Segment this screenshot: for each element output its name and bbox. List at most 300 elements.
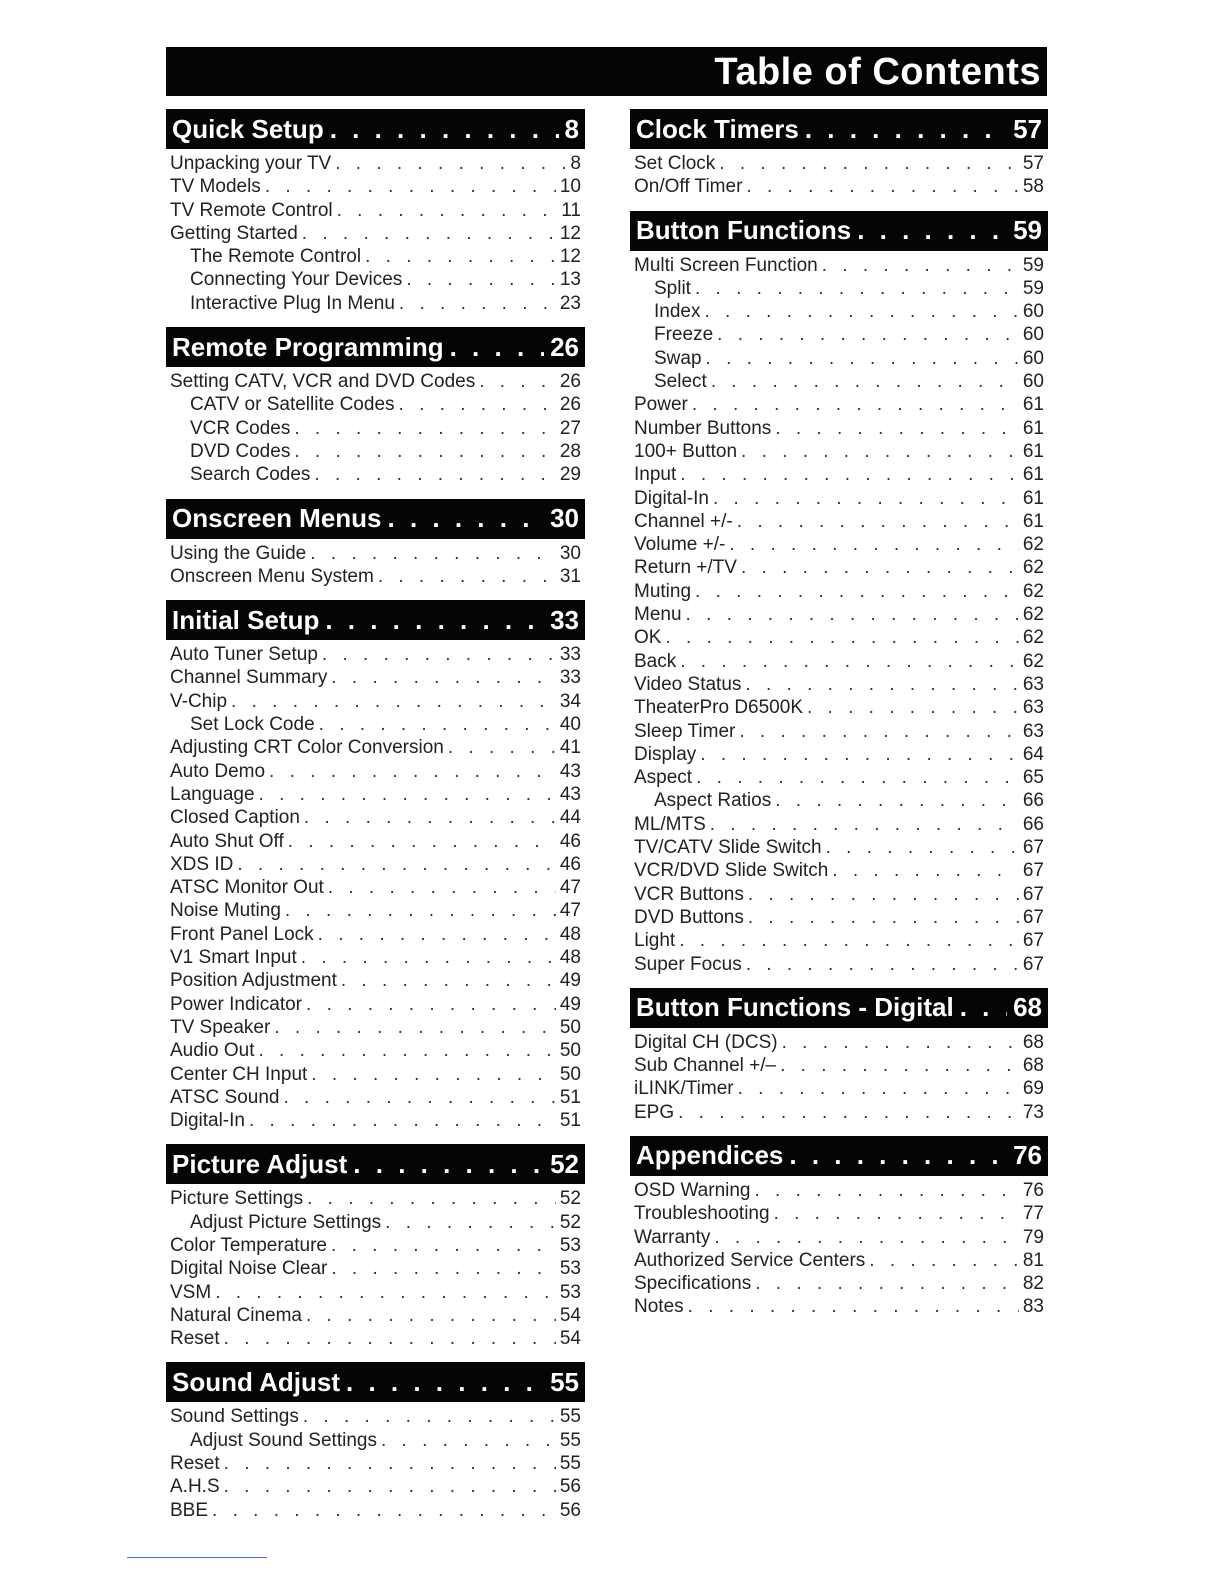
toc-entry[interactable]	[630, 836, 1048, 859]
dot-leader	[215, 1281, 556, 1304]
toc-entry[interactable]	[630, 743, 1048, 766]
entry-page-number: 10	[559, 176, 581, 198]
entry-title: Digital-In	[634, 487, 709, 509]
entry-title: Warranty	[634, 1226, 711, 1248]
dot-leader	[304, 806, 556, 829]
section-gap	[166, 1350, 585, 1362]
entry-title: Authorized Service Centers	[634, 1249, 866, 1271]
toc-subentry[interactable]	[166, 1211, 585, 1234]
entry-title: VCR Codes	[190, 417, 291, 439]
entry-title: Adjust Picture Settings	[190, 1211, 382, 1233]
entry-page-number: 61	[1022, 440, 1044, 462]
toc-entry[interactable]	[166, 175, 585, 198]
entry-title: Using the Guide	[170, 542, 307, 564]
dot-leader	[826, 836, 1019, 859]
dot-leader	[746, 175, 1018, 198]
section-gap	[630, 1319, 1048, 1331]
entry-page-number: 33	[559, 644, 581, 666]
toc-subentry[interactable]	[630, 323, 1048, 346]
dot-leader	[328, 876, 556, 899]
toc-subentry[interactable]	[166, 393, 585, 416]
entry-title: EPG	[634, 1101, 675, 1123]
section-gap	[166, 1522, 585, 1534]
dot-leader	[294, 440, 556, 463]
toc-entry[interactable]	[630, 1295, 1048, 1318]
section-header[interactable]	[166, 327, 585, 367]
toc-section	[630, 1136, 1048, 1319]
toc-entry[interactable]	[166, 1327, 585, 1350]
entry-page-number: 49	[559, 970, 581, 992]
toc-entry[interactable]	[166, 760, 585, 783]
entry-page-number: 12	[559, 246, 581, 268]
entry-title: Aspect Ratios	[654, 790, 772, 812]
entry-title: ATSC Sound	[170, 1086, 280, 1108]
toc-entry[interactable]	[166, 969, 585, 992]
toc-entry[interactable]	[630, 1226, 1048, 1249]
toc-entry[interactable]	[630, 720, 1048, 743]
entry-title: Set Lock Code	[190, 714, 315, 736]
dot-leader	[696, 766, 1019, 789]
section-page-number: 59	[1013, 215, 1042, 246]
section-title: Clock Timers	[636, 113, 799, 144]
toc-entry[interactable]	[166, 1234, 585, 1257]
dot-leader	[224, 1327, 556, 1350]
toc-entry[interactable]	[166, 853, 585, 876]
entry-page-number: 47	[559, 900, 581, 922]
dot-leader	[288, 830, 556, 853]
toc-entry[interactable]	[166, 876, 585, 899]
dot-leader	[381, 1429, 556, 1452]
dot-leader	[301, 946, 556, 969]
toc-section	[166, 327, 585, 486]
toc-entry[interactable]	[166, 643, 585, 666]
toc-entry[interactable]	[166, 1304, 585, 1327]
dot-leader	[739, 720, 1018, 743]
entry-title: Sound Settings	[170, 1406, 299, 1428]
entry-page-number: 53	[559, 1234, 581, 1256]
dot-leader	[319, 713, 556, 736]
toc-entry[interactable]	[166, 1475, 585, 1498]
section-title: Onscreen Menus	[172, 503, 382, 534]
toc-entry[interactable]	[630, 417, 1048, 440]
toc-entry[interactable]	[166, 830, 585, 853]
toc-entry[interactable]	[630, 1077, 1048, 1100]
dot-leader	[335, 152, 566, 175]
toc-entry[interactable]	[166, 1499, 585, 1522]
entry-title: OK	[634, 627, 662, 649]
entry-title: Interactive Plug In Menu	[190, 292, 395, 314]
section-header[interactable]	[630, 988, 1048, 1028]
toc-entry[interactable]	[166, 1281, 585, 1304]
entry-page-number: 59	[1022, 254, 1044, 276]
entry-title: 100+ Button	[634, 440, 738, 462]
toc-subentry[interactable]	[166, 1429, 585, 1452]
toc-entry[interactable]	[630, 1101, 1048, 1124]
toc-entry[interactable]	[166, 806, 585, 829]
entry-page-number: 43	[559, 760, 581, 782]
entry-title: Getting Started	[170, 222, 298, 244]
entry-title: CATV or Satellite Codes	[190, 394, 395, 416]
toc-subentry[interactable]	[166, 292, 585, 315]
entry-title: Index	[654, 301, 701, 323]
dot-leader	[679, 929, 1019, 952]
entry-page-number: 49	[559, 993, 581, 1015]
entry-page-number: 76	[1022, 1179, 1044, 1201]
entry-page-number: 11	[561, 199, 581, 221]
entry-title: Video Status	[634, 673, 742, 695]
entry-page-number: 53	[559, 1281, 581, 1303]
dot-leader	[711, 370, 1019, 393]
entry-title: Picture Settings	[170, 1188, 304, 1210]
entry-title: Troubleshooting	[634, 1203, 770, 1225]
entry-title: Center CH Input	[170, 1063, 308, 1085]
entry-list	[166, 1184, 585, 1350]
toc-entry[interactable]	[630, 650, 1048, 673]
toc-entry[interactable]	[630, 487, 1048, 510]
entry-page-number: 66	[1022, 813, 1044, 835]
dot-leader	[310, 542, 556, 565]
entry-page-number: 50	[559, 1016, 581, 1038]
toc-entry[interactable]	[630, 510, 1048, 533]
dot-leader	[680, 650, 1019, 673]
toc-section	[166, 1144, 585, 1350]
toc-entry[interactable]	[630, 1054, 1048, 1077]
entry-page-number: 67	[1022, 930, 1044, 952]
toc-entry[interactable]	[166, 565, 585, 588]
toc-subentry[interactable]	[166, 417, 585, 440]
dot-leader	[680, 463, 1019, 486]
entry-page-number: 52	[559, 1188, 581, 1210]
entry-page-number: 34	[559, 690, 581, 712]
toc-subentry[interactable]	[166, 440, 585, 463]
toc-subentry[interactable]	[166, 268, 585, 291]
entry-page-number: 62	[1022, 557, 1044, 579]
entry-title: Auto Demo	[170, 760, 266, 782]
toc-entry[interactable]	[630, 175, 1048, 198]
entry-page-number: 62	[1022, 580, 1044, 602]
dot-leader	[714, 1226, 1018, 1249]
section-page-number: 55	[550, 1366, 579, 1397]
dot-leader	[224, 1452, 556, 1475]
toc-section	[166, 109, 585, 315]
entry-page-number: 62	[1022, 604, 1044, 626]
dot-leader	[774, 1202, 1019, 1225]
entry-page-number: 13	[559, 269, 581, 291]
toc-entry[interactable]	[630, 953, 1048, 976]
toc-entry[interactable]	[630, 1272, 1048, 1295]
entry-title: Return +/TV	[634, 557, 737, 579]
entry-title: The Remote Control	[190, 246, 362, 268]
toc-subentry[interactable]	[630, 277, 1048, 300]
entry-list	[166, 367, 585, 486]
dot-leader	[704, 300, 1018, 323]
entry-page-number: 40	[559, 714, 581, 736]
dot-leader	[353, 1149, 544, 1180]
dot-leader	[713, 487, 1019, 510]
entry-page-number: 59	[1022, 277, 1044, 299]
entry-title: Reset	[170, 1453, 220, 1475]
section-page-number: 57	[1013, 113, 1042, 144]
toc-entry[interactable]	[630, 1202, 1048, 1225]
toc-entry[interactable]	[166, 736, 585, 759]
dot-leader	[365, 245, 556, 268]
dot-leader	[741, 556, 1019, 579]
toc-entry[interactable]	[166, 666, 585, 689]
entry-page-number: 65	[1022, 767, 1044, 789]
dot-leader	[789, 1140, 1007, 1171]
toc-entry[interactable]	[166, 1452, 585, 1475]
entry-page-number: 62	[1022, 627, 1044, 649]
entry-page-number: 67	[1022, 953, 1044, 975]
entry-page-number: 67	[1022, 906, 1044, 928]
section-title: Button Functions - Digital	[636, 992, 954, 1023]
entry-title: TV Speaker	[170, 1016, 271, 1038]
toc-entry[interactable]	[630, 766, 1048, 789]
section-gap	[630, 976, 1048, 988]
section-header[interactable]	[166, 499, 585, 539]
section-header[interactable]	[630, 1136, 1048, 1176]
dot-leader	[807, 696, 1019, 719]
toc-entry[interactable]	[630, 813, 1048, 836]
entry-page-number: 23	[559, 292, 581, 314]
entry-page-number: 43	[559, 783, 581, 805]
section-header[interactable]	[630, 211, 1048, 251]
entry-page-number: 60	[1022, 371, 1044, 393]
entry-title: VSM	[170, 1281, 212, 1303]
dot-leader	[805, 114, 1007, 145]
entry-list	[166, 640, 585, 1132]
toc-entry[interactable]	[166, 1109, 585, 1132]
dot-leader	[706, 347, 1019, 370]
toc-entry[interactable]	[166, 1016, 585, 1039]
dot-leader	[780, 1054, 1019, 1077]
toc-entry[interactable]	[630, 463, 1048, 486]
dot-leader	[719, 152, 1019, 175]
entry-page-number: 69	[1022, 1078, 1044, 1100]
toc-entry[interactable]	[166, 1063, 585, 1086]
toc-entry[interactable]	[630, 556, 1048, 579]
entry-page-number: 44	[559, 807, 581, 829]
entry-page-number: 26	[559, 394, 581, 416]
section-page-number: 30	[550, 503, 579, 534]
entry-page-number: 12	[559, 222, 581, 244]
dot-leader	[331, 1234, 556, 1257]
entry-page-number: 67	[1022, 883, 1044, 905]
toc-entry[interactable]	[166, 1039, 585, 1062]
dot-leader	[330, 114, 559, 145]
toc-entry[interactable]	[166, 1257, 585, 1280]
entry-title: Sleep Timer	[634, 720, 736, 742]
dot-leader	[259, 1039, 556, 1062]
section-gap	[630, 199, 1048, 211]
entry-title: On/Off Timer	[634, 176, 743, 198]
section-title: Initial Setup	[172, 604, 320, 635]
dot-leader	[686, 603, 1019, 626]
toc-subentry[interactable]	[630, 789, 1048, 812]
entry-page-number: 61	[1022, 464, 1044, 486]
dot-leader	[755, 1272, 1019, 1295]
dot-leader	[665, 626, 1018, 649]
title-banner	[166, 47, 1047, 96]
dot-leader	[448, 736, 556, 759]
entry-title: Connecting Your Devices	[190, 269, 403, 291]
toc-entry[interactable]	[630, 929, 1048, 952]
toc-section	[630, 109, 1048, 199]
entry-list	[166, 1402, 585, 1521]
dot-leader	[249, 1109, 556, 1132]
toc-entry[interactable]	[630, 603, 1048, 626]
entry-title: ATSC Monitor Out	[170, 877, 324, 899]
toc-entry[interactable]	[166, 222, 585, 245]
toc-subentry[interactable]	[166, 245, 585, 268]
dot-leader	[269, 760, 556, 783]
dot-leader	[737, 510, 1019, 533]
toc-entry[interactable]	[630, 626, 1048, 649]
section-page-number: 26	[550, 331, 579, 362]
section-header[interactable]	[166, 1362, 585, 1402]
toc-entry[interactable]	[630, 1249, 1048, 1272]
entry-title: Adjusting CRT Color Conversion	[170, 737, 444, 759]
dot-leader	[857, 215, 1007, 246]
toc-entry[interactable]	[166, 690, 585, 713]
entry-title: Display	[634, 743, 697, 765]
toc-entry[interactable]	[630, 533, 1048, 556]
toc-entry[interactable]	[630, 440, 1048, 463]
dot-leader	[692, 393, 1019, 416]
section-gap	[166, 487, 585, 499]
entry-page-number: 51	[559, 1110, 581, 1132]
dot-leader	[775, 417, 1019, 440]
section-header[interactable]	[166, 600, 585, 640]
toc-entry[interactable]	[630, 254, 1048, 277]
toc-subentry[interactable]	[630, 300, 1048, 323]
entry-title: Digital Noise Clear	[170, 1258, 328, 1280]
entry-page-number: 60	[1022, 347, 1044, 369]
toc-entry[interactable]	[166, 152, 585, 175]
entry-title: Number Buttons	[634, 417, 772, 439]
entry-page-number: 54	[559, 1304, 581, 1326]
toc-entry[interactable]	[630, 1031, 1048, 1054]
entry-page-number: 55	[559, 1429, 581, 1451]
entry-page-number: 82	[1022, 1273, 1044, 1295]
toc-entry[interactable]	[630, 883, 1048, 906]
entry-title: Auto Shut Off	[170, 830, 284, 852]
dot-leader	[337, 199, 558, 222]
toc-subentry[interactable]	[166, 713, 585, 736]
section-gap	[630, 1124, 1048, 1136]
entry-list	[630, 149, 1048, 199]
toc-section	[166, 1362, 585, 1521]
entry-page-number: 50	[559, 1063, 581, 1085]
entry-title: Digital-In	[170, 1110, 245, 1132]
toc-entry[interactable]	[166, 1405, 585, 1428]
dot-leader	[385, 1211, 556, 1234]
toc-subentry[interactable]	[166, 463, 585, 486]
toc-entry[interactable]	[166, 899, 585, 922]
toc-left-column	[166, 109, 585, 1534]
toc-subentry[interactable]	[630, 347, 1048, 370]
toc-entry[interactable]	[166, 542, 585, 565]
dot-leader	[294, 417, 556, 440]
dot-leader	[710, 813, 1019, 836]
section-header[interactable]	[166, 1144, 585, 1184]
toc-entry[interactable]	[630, 1179, 1048, 1202]
dot-leader	[755, 1179, 1019, 1202]
dot-leader	[378, 565, 556, 588]
entry-title: TV Models	[170, 176, 261, 198]
toc-subentry[interactable]	[630, 370, 1048, 393]
entry-title: ML/MTS	[634, 813, 706, 835]
toc-entry[interactable]	[166, 1187, 585, 1210]
entry-page-number: 46	[559, 830, 581, 852]
section-page-number: 52	[550, 1148, 579, 1179]
toc-entry[interactable]	[166, 946, 585, 969]
entry-page-number: 54	[559, 1328, 581, 1350]
dot-leader	[748, 883, 1019, 906]
entry-page-number: 63	[1022, 673, 1044, 695]
toc-entry[interactable]	[166, 199, 585, 222]
section-header[interactable]	[166, 109, 585, 149]
toc-entry[interactable]	[630, 673, 1048, 696]
toc-entry[interactable]	[166, 370, 585, 393]
section-gap	[166, 588, 585, 600]
entry-title: Search Codes	[190, 464, 311, 486]
dot-leader	[388, 503, 545, 534]
entry-title: VCR Buttons	[634, 883, 744, 905]
entry-title: Input	[634, 464, 677, 486]
entry-page-number: 55	[559, 1406, 581, 1428]
section-title: Button Functions	[636, 215, 852, 246]
dot-leader	[479, 370, 556, 393]
dot-leader	[688, 1295, 1019, 1318]
toc-entry[interactable]	[630, 152, 1048, 175]
toc-entry[interactable]	[166, 993, 585, 1016]
toc-entry[interactable]	[166, 783, 585, 806]
entry-title: Natural Cinema	[170, 1304, 302, 1326]
dot-leader	[399, 292, 556, 315]
toc-entry[interactable]	[630, 859, 1048, 882]
toc-entry[interactable]	[166, 1086, 585, 1109]
entry-page-number: 33	[559, 667, 581, 689]
toc-entry[interactable]	[630, 696, 1048, 719]
entry-page-number: 27	[559, 417, 581, 439]
toc-entry[interactable]	[630, 906, 1048, 929]
entry-title: Auto Tuner Setup	[170, 644, 318, 666]
entry-page-number: 67	[1022, 837, 1044, 859]
toc-entry[interactable]	[630, 580, 1048, 603]
section-header[interactable]	[630, 109, 1048, 149]
entry-page-number: 61	[1022, 510, 1044, 532]
entry-title: Aspect	[634, 767, 693, 789]
entry-title: Position Adjustment	[170, 970, 337, 992]
toc-entry[interactable]	[166, 923, 585, 946]
dot-leader	[331, 666, 556, 689]
dot-leader	[314, 463, 555, 486]
entry-page-number: 56	[559, 1476, 581, 1498]
entry-title: Muting	[634, 580, 692, 602]
entry-title: Back	[634, 650, 677, 672]
entry-title: A.H.S	[170, 1476, 220, 1498]
entry-list	[630, 251, 1048, 976]
entry-title: Adjust Sound Settings	[190, 1429, 377, 1451]
entry-title: Power	[634, 394, 688, 416]
entry-page-number: 48	[559, 923, 581, 945]
entry-title: Sub Channel +/–	[634, 1055, 777, 1077]
entry-page-number: 63	[1022, 697, 1044, 719]
entry-page-number: 83	[1022, 1296, 1044, 1318]
dot-leader	[212, 1499, 556, 1522]
toc-entry[interactable]	[630, 393, 1048, 416]
